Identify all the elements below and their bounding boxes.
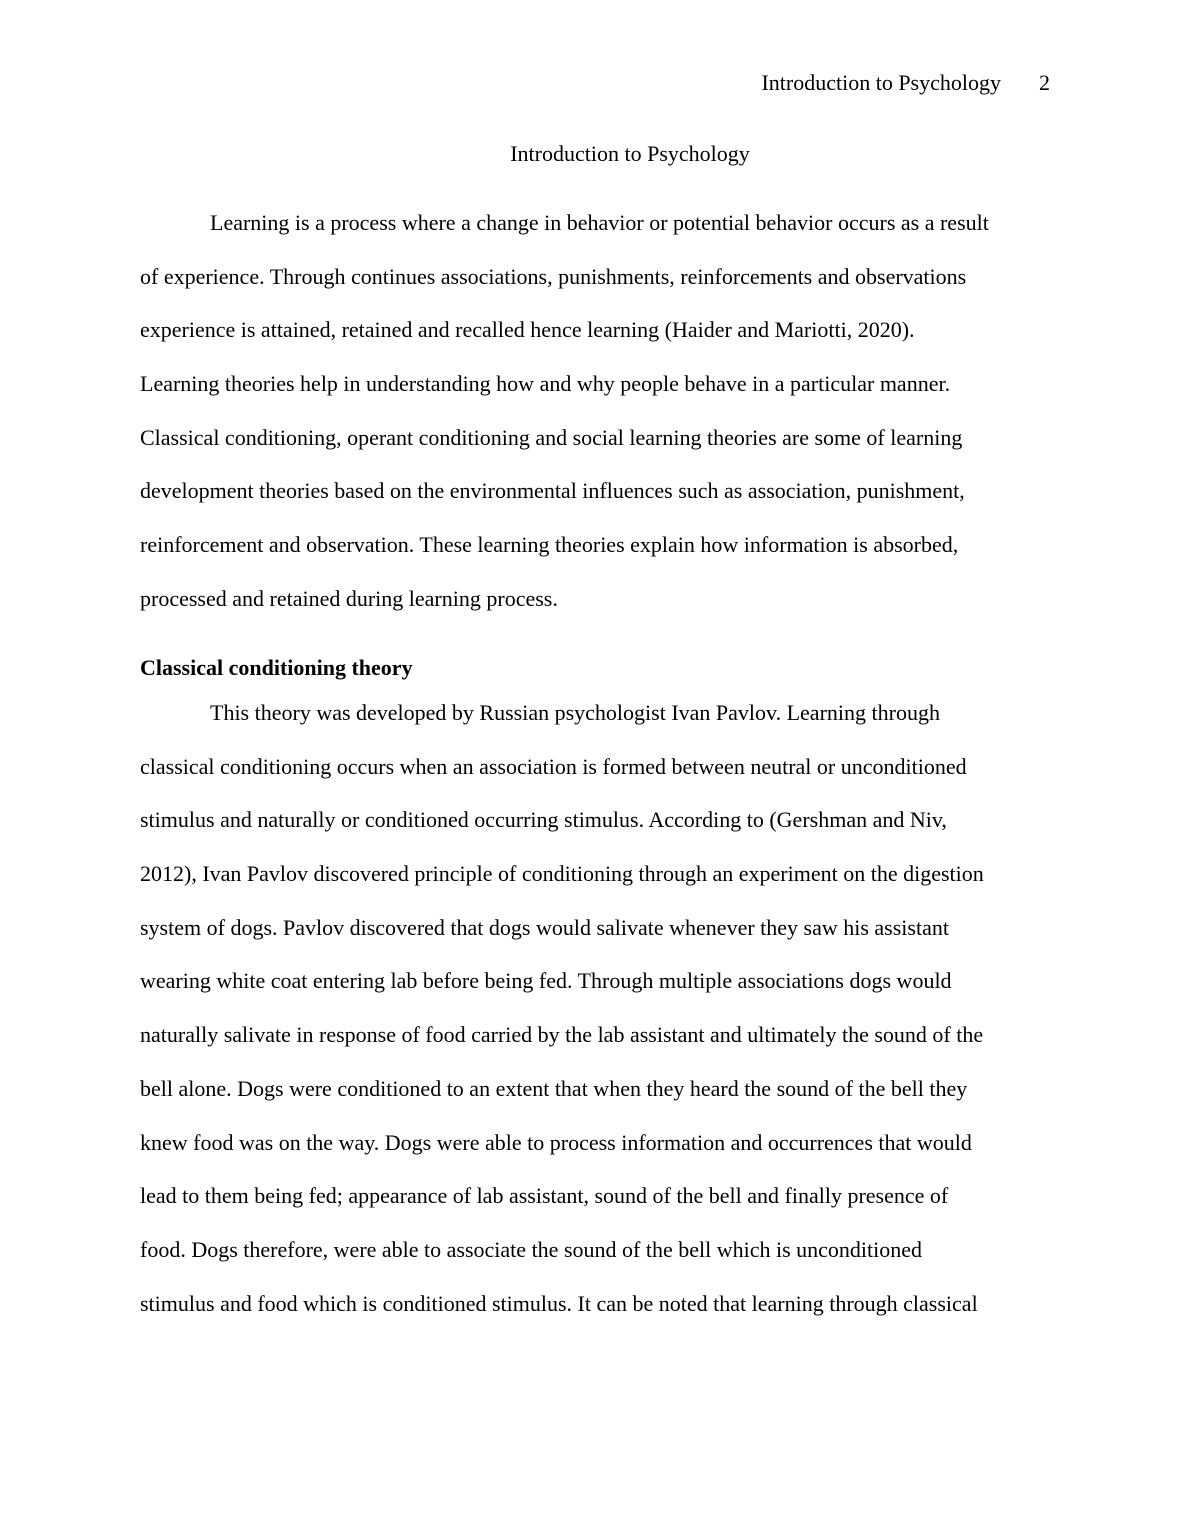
text-line: stimulus and food which is conditioned stimulus. It can be noted that learning through classical xyxy=(140,1290,978,1316)
paragraph-classical-conditioning xyxy=(140,698,1050,1342)
text-line: of experience. Through continues associations, punishments, reinforcements and observations xyxy=(140,263,967,289)
running-head-title: Introduction to Psychology xyxy=(761,70,1001,95)
text-line: system of dogs. Pavlov discovered that dogs would salivate whenever they saw his assistant xyxy=(140,914,949,940)
page-number: 2 xyxy=(1039,70,1050,95)
text-line: food. Dogs therefore, were able to associate the sound of the bell which is unconditioned xyxy=(140,1236,922,1262)
text-line: bell alone. Dogs were conditioned to an extent that when they heard the sound of the bell they xyxy=(140,1075,968,1101)
document-title: Introduction to Psychology xyxy=(510,141,750,166)
text-line: processed and retained during learning process. xyxy=(140,585,558,611)
text-line: naturally salivate in response of food carried by the lab assistant and ultimately the sound of the xyxy=(140,1022,984,1048)
paragraph-introduction xyxy=(140,208,1050,638)
text-line: stimulus and naturally or conditioned occurring stimulus. According to (Gershman and Niv, xyxy=(140,807,947,833)
text-line: wearing white coat entering lab before being fed. Through multiple associations dogs would xyxy=(140,968,952,994)
section-heading: Classical conditioning theory xyxy=(140,655,413,680)
text-line: Learning theories help in understanding how and why people behave in a particular manner. xyxy=(140,371,951,397)
text-line: experience is attained, retained and recalled hence learning (Haider and Mariotti, 2020). xyxy=(140,317,915,343)
text-line: Learning is a process where a change in behavior or potential behavior occurs as a result xyxy=(210,210,989,235)
text-line: reinforcement and observation. These learning theories explain how information is absorbed, xyxy=(140,532,959,558)
text-line: Classical conditioning, operant conditioning and social learning theories are some of learning xyxy=(140,424,963,450)
text-line: development theories based on the environmental influences such as association, punishment, xyxy=(140,478,965,504)
text-line: lead to them being fed; appearance of lab assistant, sound of the bell and finally presence of xyxy=(140,1183,949,1209)
text-line: classical conditioning occurs when an association is formed between neutral or unconditioned xyxy=(140,753,967,779)
text-line: knew food was on the way. Dogs were able to process information and occurrences that would xyxy=(140,1129,972,1155)
text-line: This theory was developed by Russian psychologist Ivan Pavlov. Learning through xyxy=(210,700,940,725)
text-line: 2012), Ivan Pavlov discovered principle of conditioning through an experiment on the digestion xyxy=(140,861,984,887)
running-header xyxy=(761,68,1050,98)
